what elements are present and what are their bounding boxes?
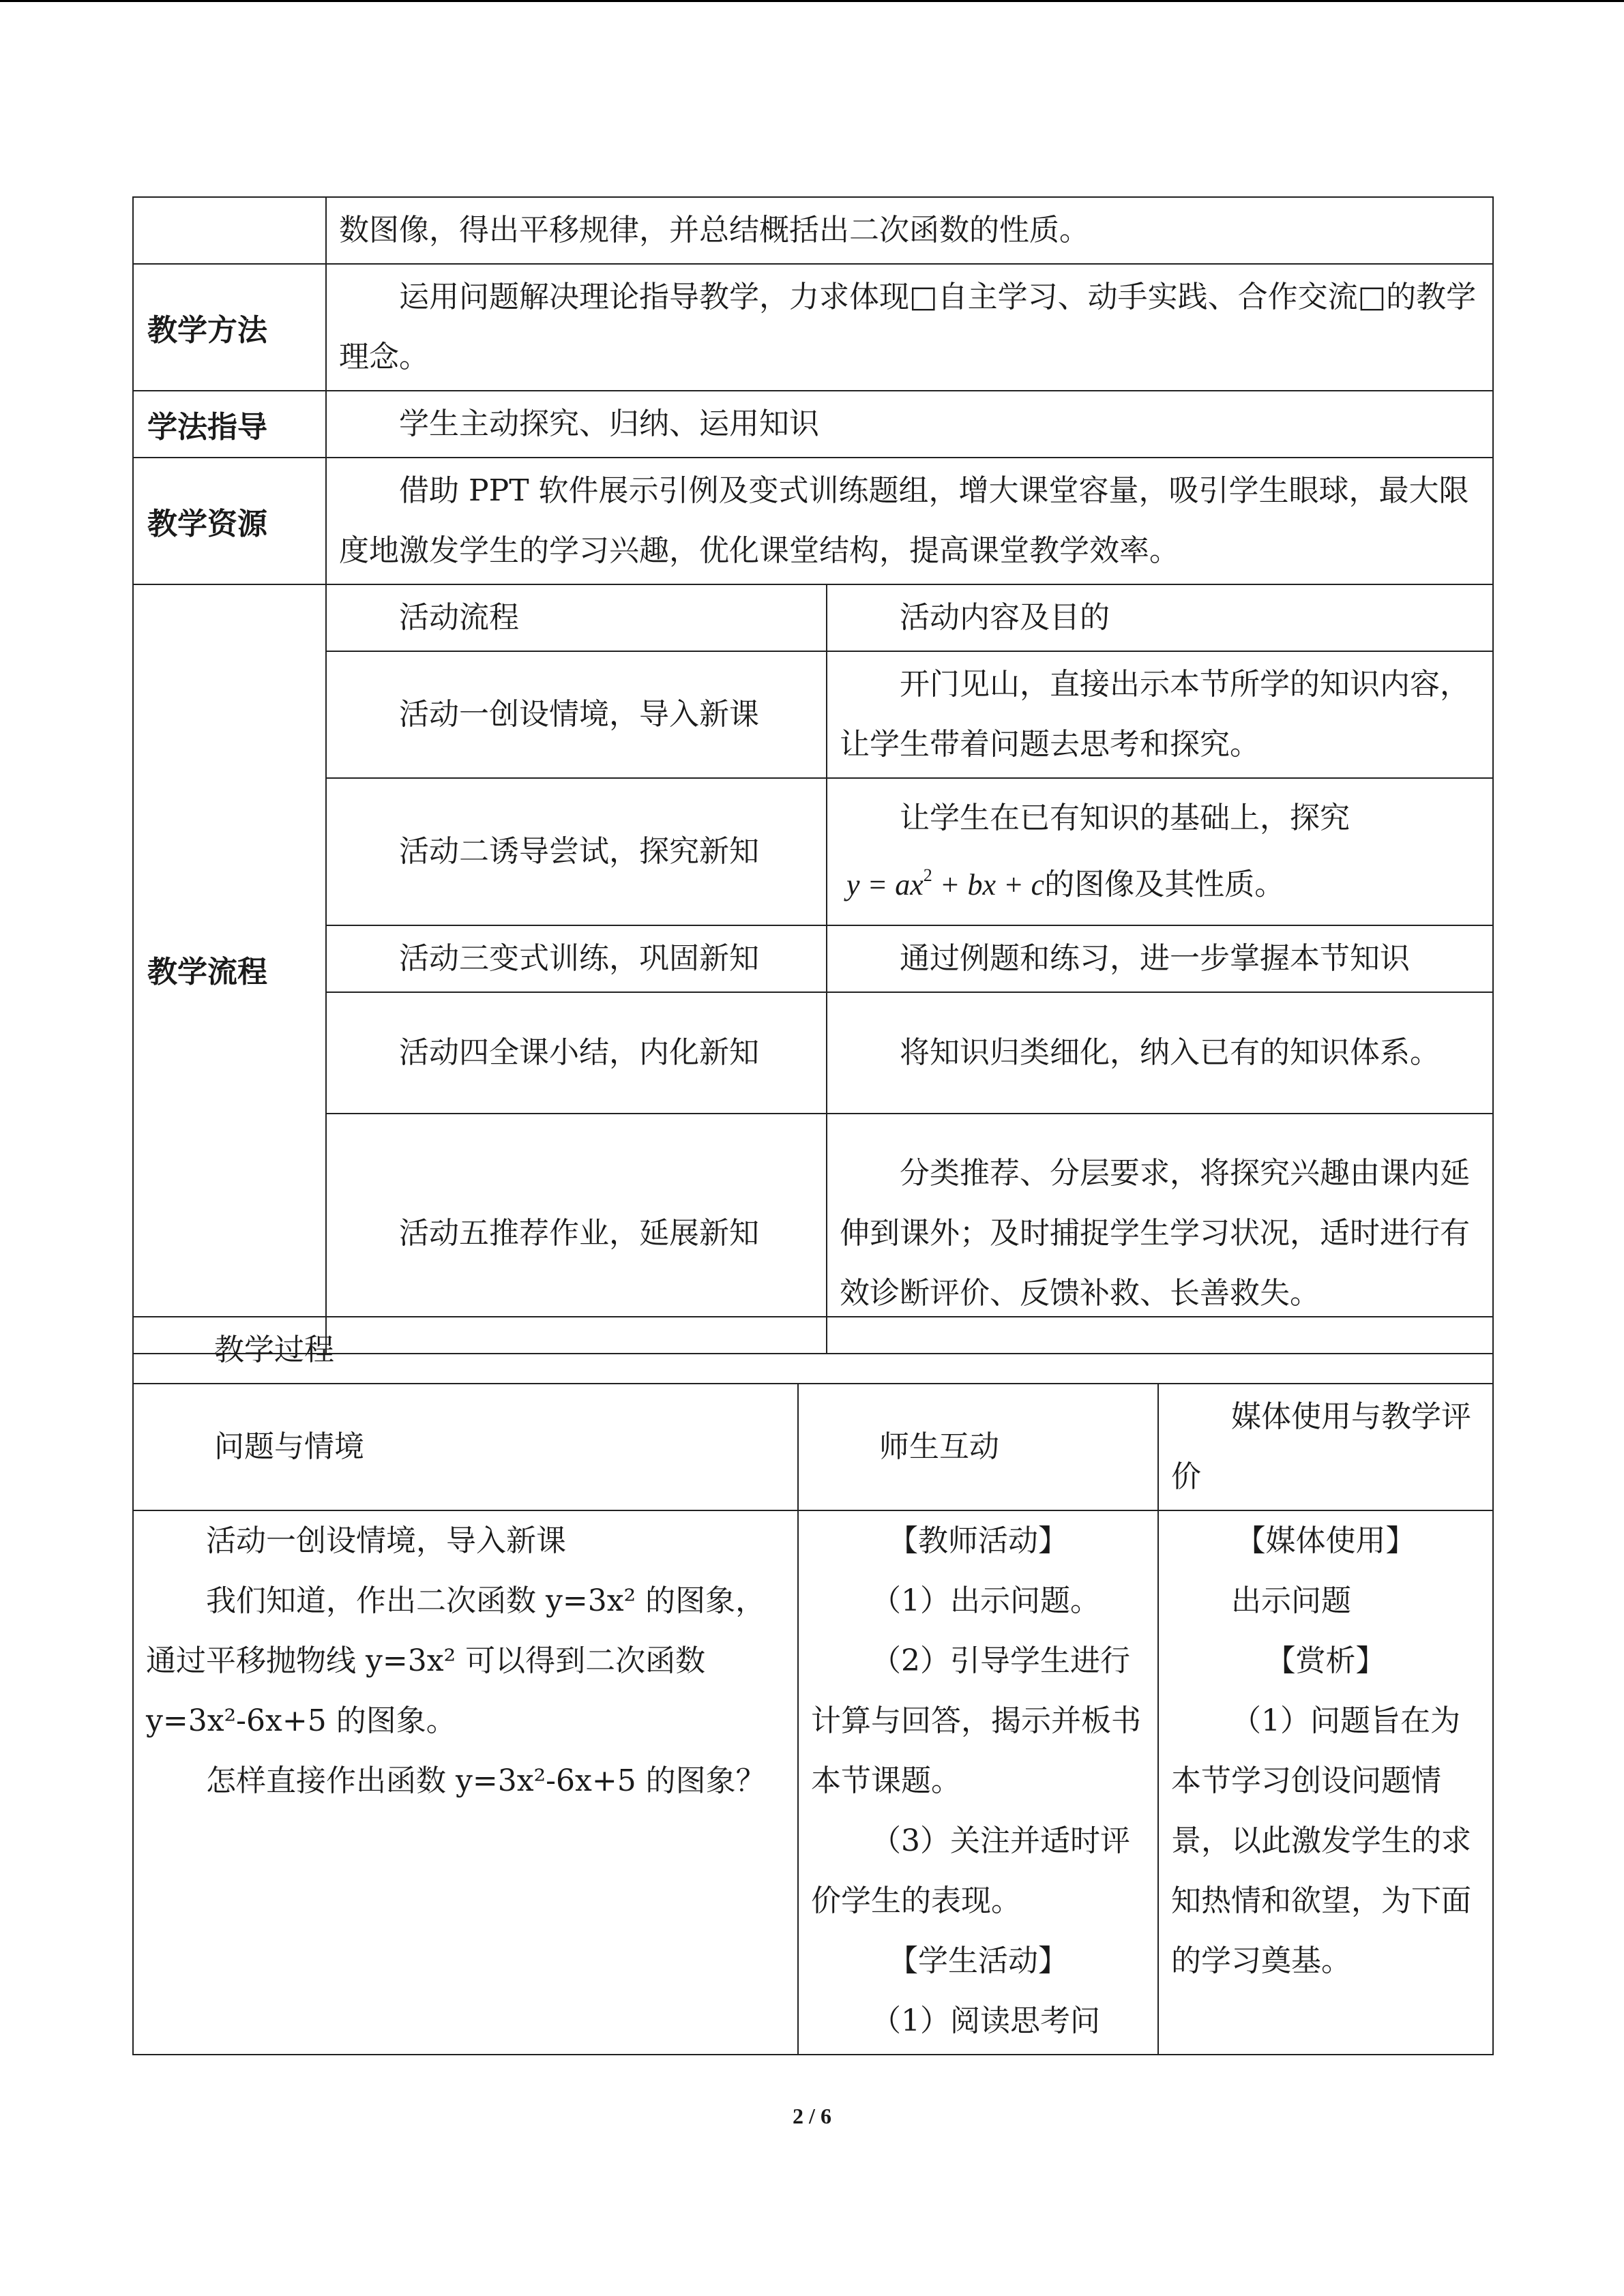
page-number: 2 / 6 [793,2104,831,2128]
header-problem-situation: 问题与情境 [133,1384,798,1510]
teaching-flow-label: 教学流程 [133,584,326,1354]
header-media-evaluation: 媒体使用与教学评价 [1158,1384,1493,1510]
interaction-cell [798,1510,1158,2055]
teacher-activity-heading: 【教师活动】 [888,1523,1068,1558]
flow-header-content: 活动内容及目的 [827,584,1493,651]
teaching-resources-label: 教学资源 [133,458,326,584]
activity-description-line2: 的图像及其性质。 [1044,867,1285,902]
flow-activity-row [133,992,1493,1114]
teacher-step: （2）引导学生进行计算与回答，揭示并板书本节课题。 [811,1643,1141,1798]
quadratic-formula: $y = ax^2$ + bx + c [846,865,1045,901]
teaching-process-table [132,1316,1494,2055]
teaching-resources-text: 借助 PPT 软件展示引例及变式训练题组，增大课堂容量，吸引学生眼球，最大限度地激发学生的学习兴趣，优化课堂结构，提高课堂教学效率。 [326,458,1493,584]
flow-activity-row [133,925,1493,992]
teaching-resources-row [133,458,1493,584]
top-border-line [0,0,1624,2]
activity-name: 活动四全课小结，内化新知 [326,992,827,1114]
appreciation-text: （1）问题旨在为本节学习创设问题情景，以此激发学生的求知热情和欲望，为下面的学习奠基。 [1171,1703,1471,1978]
lesson-plan-table [132,196,1494,1354]
media-use-text: 出示问题 [1231,1583,1351,1618]
flow-activity-row [133,778,1493,925]
media-evaluation-cell [1158,1510,1493,2055]
activity-description [827,778,1493,925]
continuation-text: 数图像，得出平移规律，并总结概括出二次函数的性质。 [326,197,1493,264]
teaching-method-row [133,264,1493,391]
problem-question: 怎样直接作出函数 y=3x²-6x+5 的图象？ [206,1763,766,1798]
student-step: （1）阅读思考问 [871,2003,1100,2038]
study-guidance-label: 学法指导 [133,391,326,458]
activity-name: 活动一创设情境，导入新课 [326,651,827,778]
teaching-method-label: 教学方法 [133,264,326,391]
activity-description: 分类推荐、分层要求，将探究兴趣由课内延伸到课外；及时捕捉学生学习状况，适时进行有效诊断评价、反馈补救、长善救失。 [827,1114,1493,1354]
activity-description-line1: 让学生在已有知识的基础上，探究 [900,801,1350,836]
continuation-row [133,197,1493,264]
study-guidance-row [133,391,1493,458]
activity-name: 活动五推荐作业，延展新知 [326,1114,827,1354]
activity-name: 活动二诱导尝试，探究新知 [326,778,827,925]
flow-header-process: 活动流程 [326,584,827,651]
appreciation-heading: 【赏析】 [1265,1643,1386,1678]
student-activity-heading: 【学生活动】 [888,1943,1068,1978]
study-guidance-text: 学生主动探究、归纳、运用知识 [326,391,1493,458]
teacher-step: （1）出示问题。 [871,1583,1100,1618]
problem-situation-cell [133,1510,798,2055]
header-teacher-student-interaction: 师生互动 [798,1384,1158,1510]
process-title-row [133,1317,1493,1384]
flow-header-row [133,584,1493,651]
process-header-row [133,1384,1493,1510]
activity-description: 开门见山，直接出示本节所学的知识内容，让学生带着问题去思考和探究。 [827,651,1493,778]
teacher-step: （3）关注并适时评价学生的表现。 [811,1823,1130,1918]
process-title: 教学过程 [133,1317,1493,1384]
process-content-row [133,1510,1493,2055]
empty-label-cell [133,197,326,264]
teaching-method-text: 运用问题解决理论指导教学，力求体现□自主学习、动手实践、合作交流□的教学理念。 [326,264,1493,391]
activity-description: 通过例题和练习，进一步掌握本节知识 [827,925,1493,992]
activity-name: 活动三变式训练，巩固新知 [326,925,827,992]
activity-title: 活动一创设情境，导入新课 [206,1523,566,1558]
flow-activity-row [133,651,1493,778]
activity-description: 将知识归类细化，纳入已有的知识体系。 [827,992,1493,1114]
media-use-heading: 【媒体使用】 [1235,1523,1416,1558]
problem-paragraph: 我们知道，作出二次函数 y=3x² 的图象，通过平移抛物线 y=3x² 可以得到二次函数 y=3x²-6x+5 的图象。 [146,1583,766,1738]
